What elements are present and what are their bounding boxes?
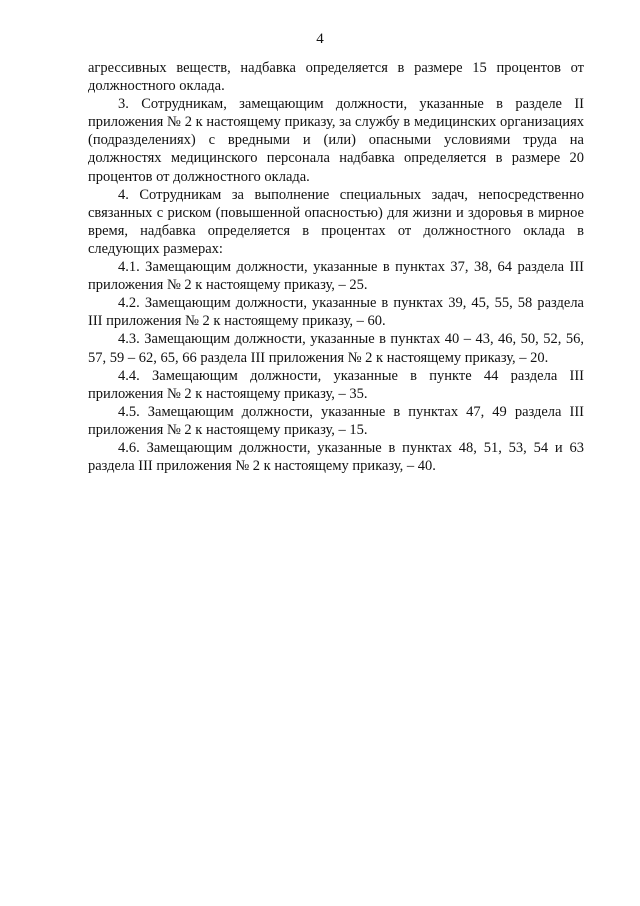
paragraph-4-6: 4.6. Замещающим должности, указанные в пунктах 48, 51, 53, 54 и 63 раздела III приложения № 2 к настоящему приказу, – 40. (88, 439, 584, 475)
paragraph-4-1: 4.1. Замещающим должности, указанные в пунктах 37, 38, 64 раздела III приложения № 2 к настоящему приказу, – 25. (88, 259, 584, 294)
paragraph-4-3: 4.3. Замещающим должности, указанные в пунктах 40 – 43, 46, 50, 52, 56, 57, 59 – 62, 65, 66 раздела III приложения № 2 к настоящему приказу, – 20. (88, 331, 584, 366)
paragraph-4-4: 4.4. Замещающим должности, указанные в пункте 44 раздела III приложения № 2 к настоящему приказу, – 35. (88, 367, 584, 402)
paragraph-4-2: 4.2. Замещающим должности, указанные в пунктах 39, 45, 55, 58 раздела III приложения № 2 к настоящему приказу, – 60. (88, 295, 584, 330)
page-number: 4 (316, 31, 324, 47)
document-body (88, 59, 584, 475)
paragraph-continuation: агрессивных веществ, надбавка определяется в размере 15 процентов от должностного оклада. (88, 60, 584, 95)
paragraph-4-5: 4.5. Замещающим должности, указанные в пунктах 47, 49 раздела III приложения № 2 к настоящему приказу, – 15. (88, 403, 584, 438)
paragraph-4: 4. Сотрудникам за выполнение специальных задач, непосредственно связанных с риском (повышенной опасностью) для жизни и здоровья в мирное время, надбавка определяется в процентах от должностного оклада в следующих размерах: (88, 186, 584, 257)
paragraph-3: 3. Сотрудникам, замещающим должности, указанные в разделе II приложения № 2 к настоящему приказу, за службу в медицинских организациях (подразделениях) с вредными и (или) опасными условиями труда на должностях медицинского персонала надбавка определяется в размере 20 процентов от должностного оклада. (88, 96, 584, 185)
